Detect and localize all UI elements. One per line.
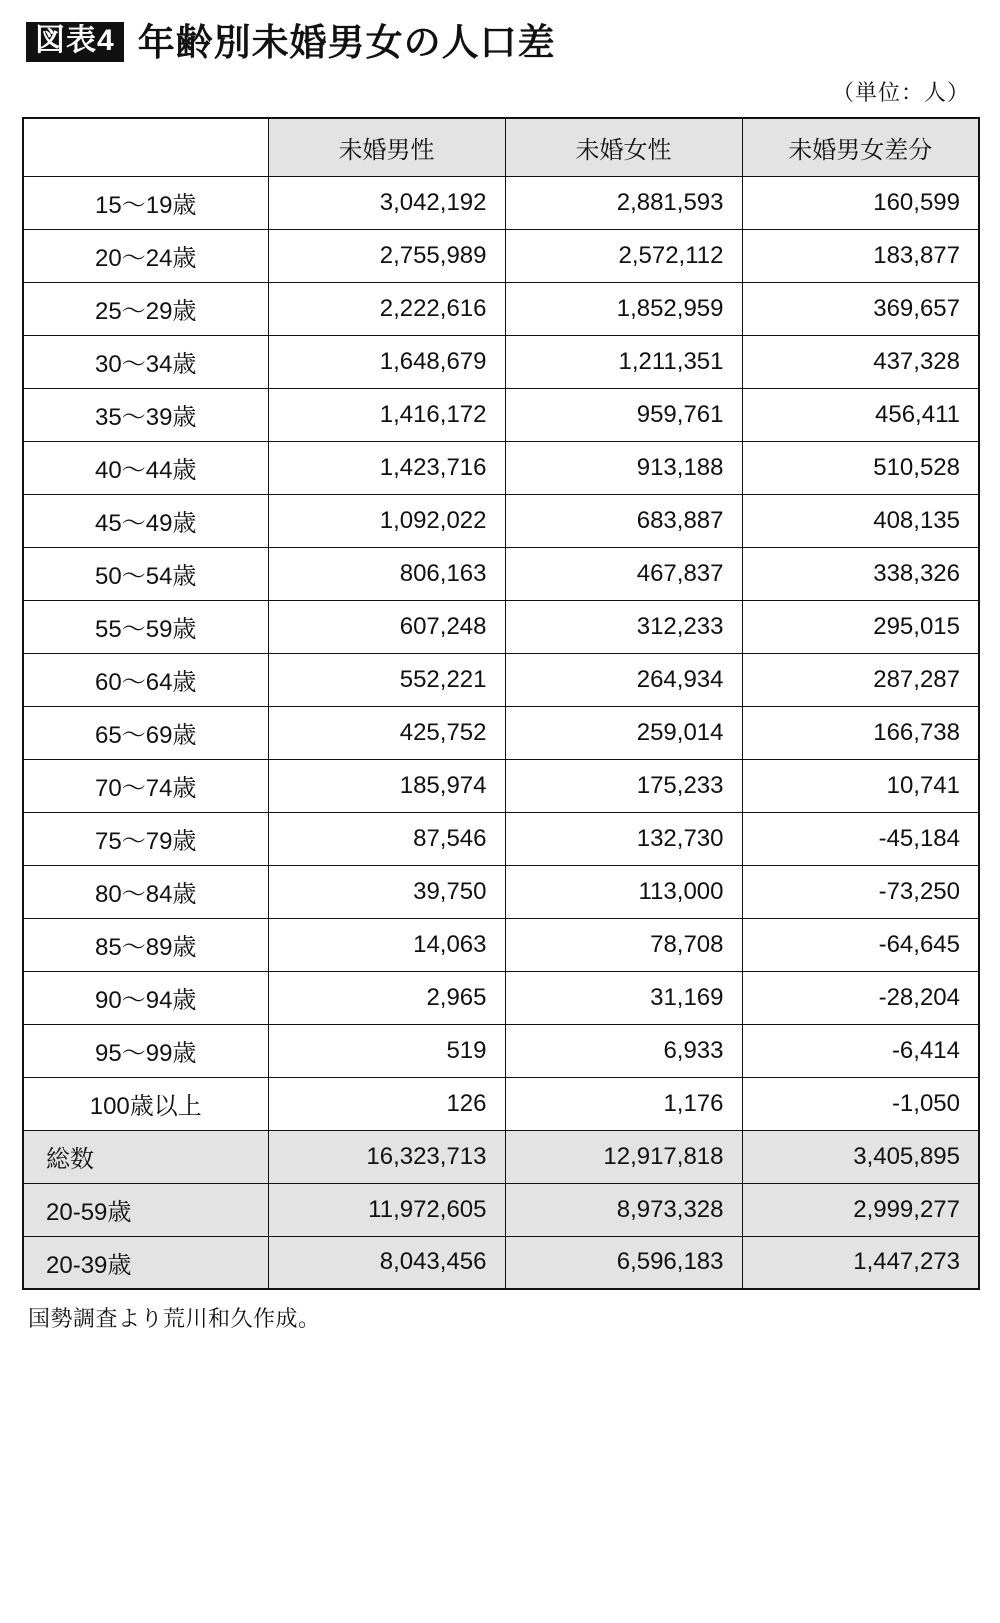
cell-age-label: 70〜74歳 bbox=[23, 759, 268, 812]
table-row bbox=[23, 441, 979, 494]
table-row bbox=[23, 653, 979, 706]
cell-unmarried-female: 175,233 bbox=[505, 759, 742, 812]
cell-unmarried-male: 1,648,679 bbox=[268, 335, 505, 388]
cell-unmarried-female: 913,188 bbox=[505, 441, 742, 494]
cell-difference: 287,287 bbox=[742, 653, 979, 706]
table-row bbox=[23, 1077, 979, 1130]
cell-unmarried-male: 87,546 bbox=[268, 812, 505, 865]
table-row bbox=[23, 335, 979, 388]
column-header-unmarried-female: 未婚女性 bbox=[505, 118, 742, 176]
unit-note: （単位：人） bbox=[831, 80, 970, 105]
table-row bbox=[23, 600, 979, 653]
cell-age-label: 総数 bbox=[23, 1130, 268, 1183]
cell-age-label: 45〜49歳 bbox=[23, 494, 268, 547]
cell-age-label: 60〜64歳 bbox=[23, 653, 268, 706]
cell-age-label: 20-59歳 bbox=[23, 1183, 268, 1236]
cell-age-label: 30〜34歳 bbox=[23, 335, 268, 388]
table-row bbox=[23, 176, 979, 229]
cell-unmarried-female: 12,917,818 bbox=[505, 1130, 742, 1183]
cell-unmarried-male: 14,063 bbox=[268, 918, 505, 971]
cell-unmarried-male: 3,042,192 bbox=[268, 176, 505, 229]
table-row bbox=[23, 282, 979, 335]
cell-age-label: 55〜59歳 bbox=[23, 600, 268, 653]
cell-unmarried-male: 2,965 bbox=[268, 971, 505, 1024]
cell-unmarried-male: 1,092,022 bbox=[268, 494, 505, 547]
cell-difference: 408,135 bbox=[742, 494, 979, 547]
cell-difference: -6,414 bbox=[742, 1024, 979, 1077]
table-row bbox=[23, 706, 979, 759]
figure-number-badge: 図表4 bbox=[26, 22, 124, 62]
cell-difference: 369,657 bbox=[742, 282, 979, 335]
page-title: 年齢別未婚男女の人口差 bbox=[137, 21, 556, 63]
cell-unmarried-male: 39,750 bbox=[268, 865, 505, 918]
table-row bbox=[23, 1183, 979, 1236]
cell-unmarried-female: 264,934 bbox=[505, 653, 742, 706]
population-table bbox=[22, 117, 980, 1290]
cell-difference: 1,447,273 bbox=[742, 1236, 979, 1289]
table-row bbox=[23, 1236, 979, 1289]
cell-unmarried-male: 2,755,989 bbox=[268, 229, 505, 282]
table-header bbox=[23, 118, 979, 176]
cell-unmarried-female: 683,887 bbox=[505, 494, 742, 547]
table-row bbox=[23, 812, 979, 865]
cell-unmarried-male: 16,323,713 bbox=[268, 1130, 505, 1183]
cell-difference: 183,877 bbox=[742, 229, 979, 282]
cell-difference: -45,184 bbox=[742, 812, 979, 865]
cell-age-label: 85〜89歳 bbox=[23, 918, 268, 971]
cell-unmarried-female: 1,176 bbox=[505, 1077, 742, 1130]
table-row bbox=[23, 1130, 979, 1183]
source-note: 国勢調査より荒川和久作成。 bbox=[28, 1306, 321, 1331]
cell-unmarried-female: 6,933 bbox=[505, 1024, 742, 1077]
cell-difference: 3,405,895 bbox=[742, 1130, 979, 1183]
table-row bbox=[23, 865, 979, 918]
column-header-age bbox=[23, 118, 268, 176]
cell-unmarried-male: 519 bbox=[268, 1024, 505, 1077]
cell-difference: 160,599 bbox=[742, 176, 979, 229]
table-row bbox=[23, 971, 979, 1024]
cell-difference: 166,738 bbox=[742, 706, 979, 759]
table-row bbox=[23, 547, 979, 600]
cell-unmarried-male: 607,248 bbox=[268, 600, 505, 653]
cell-age-label: 80〜84歳 bbox=[23, 865, 268, 918]
cell-age-label: 75〜79歳 bbox=[23, 812, 268, 865]
cell-unmarried-male: 806,163 bbox=[268, 547, 505, 600]
cell-unmarried-female: 31,169 bbox=[505, 971, 742, 1024]
cell-unmarried-male: 126 bbox=[268, 1077, 505, 1130]
cell-age-label: 95〜99歳 bbox=[23, 1024, 268, 1077]
table-row bbox=[23, 388, 979, 441]
cell-unmarried-female: 467,837 bbox=[505, 547, 742, 600]
cell-unmarried-female: 132,730 bbox=[505, 812, 742, 865]
cell-age-label: 40〜44歳 bbox=[23, 441, 268, 494]
cell-age-label: 100歳以上 bbox=[23, 1077, 268, 1130]
cell-unmarried-female: 113,000 bbox=[505, 865, 742, 918]
cell-unmarried-female: 312,233 bbox=[505, 600, 742, 653]
table-row bbox=[23, 229, 979, 282]
cell-unmarried-female: 1,852,959 bbox=[505, 282, 742, 335]
cell-difference: 10,741 bbox=[742, 759, 979, 812]
cell-unmarried-female: 959,761 bbox=[505, 388, 742, 441]
cell-unmarried-female: 6,596,183 bbox=[505, 1236, 742, 1289]
cell-difference: -73,250 bbox=[742, 865, 979, 918]
cell-age-label: 15〜19歳 bbox=[23, 176, 268, 229]
cell-difference: 437,328 bbox=[742, 335, 979, 388]
cell-unmarried-female: 1,211,351 bbox=[505, 335, 742, 388]
cell-unmarried-male: 8,043,456 bbox=[268, 1236, 505, 1289]
cell-difference: 510,528 bbox=[742, 441, 979, 494]
cell-unmarried-female: 78,708 bbox=[505, 918, 742, 971]
table-row bbox=[23, 494, 979, 547]
cell-unmarried-male: 11,972,605 bbox=[268, 1183, 505, 1236]
figure-header bbox=[26, 22, 978, 62]
table-row bbox=[23, 759, 979, 812]
cell-unmarried-female: 259,014 bbox=[505, 706, 742, 759]
column-header-difference: 未婚男女差分 bbox=[742, 118, 979, 176]
cell-difference: 2,999,277 bbox=[742, 1183, 979, 1236]
cell-difference: -64,645 bbox=[742, 918, 979, 971]
cell-unmarried-male: 425,752 bbox=[268, 706, 505, 759]
cell-age-label: 90〜94歳 bbox=[23, 971, 268, 1024]
cell-age-label: 20-39歳 bbox=[23, 1236, 268, 1289]
table-row bbox=[23, 1024, 979, 1077]
cell-difference: 338,326 bbox=[742, 547, 979, 600]
cell-unmarried-female: 8,973,328 bbox=[505, 1183, 742, 1236]
cell-unmarried-male: 185,974 bbox=[268, 759, 505, 812]
cell-unmarried-male: 2,222,616 bbox=[268, 282, 505, 335]
cell-age-label: 20〜24歳 bbox=[23, 229, 268, 282]
cell-difference: -28,204 bbox=[742, 971, 979, 1024]
table-header-row bbox=[23, 118, 979, 176]
cell-age-label: 65〜69歳 bbox=[23, 706, 268, 759]
cell-difference: 456,411 bbox=[742, 388, 979, 441]
cell-difference: -1,050 bbox=[742, 1077, 979, 1130]
table-row bbox=[23, 918, 979, 971]
cell-unmarried-male: 1,423,716 bbox=[268, 441, 505, 494]
cell-unmarried-female: 2,572,112 bbox=[505, 229, 742, 282]
cell-age-label: 35〜39歳 bbox=[23, 388, 268, 441]
cell-age-label: 25〜29歳 bbox=[23, 282, 268, 335]
cell-difference: 295,015 bbox=[742, 600, 979, 653]
cell-unmarried-male: 1,416,172 bbox=[268, 388, 505, 441]
cell-unmarried-female: 2,881,593 bbox=[505, 176, 742, 229]
column-header-unmarried-male: 未婚男性 bbox=[268, 118, 505, 176]
cell-unmarried-male: 552,221 bbox=[268, 653, 505, 706]
table-body bbox=[23, 176, 979, 1289]
cell-age-label: 50〜54歳 bbox=[23, 547, 268, 600]
